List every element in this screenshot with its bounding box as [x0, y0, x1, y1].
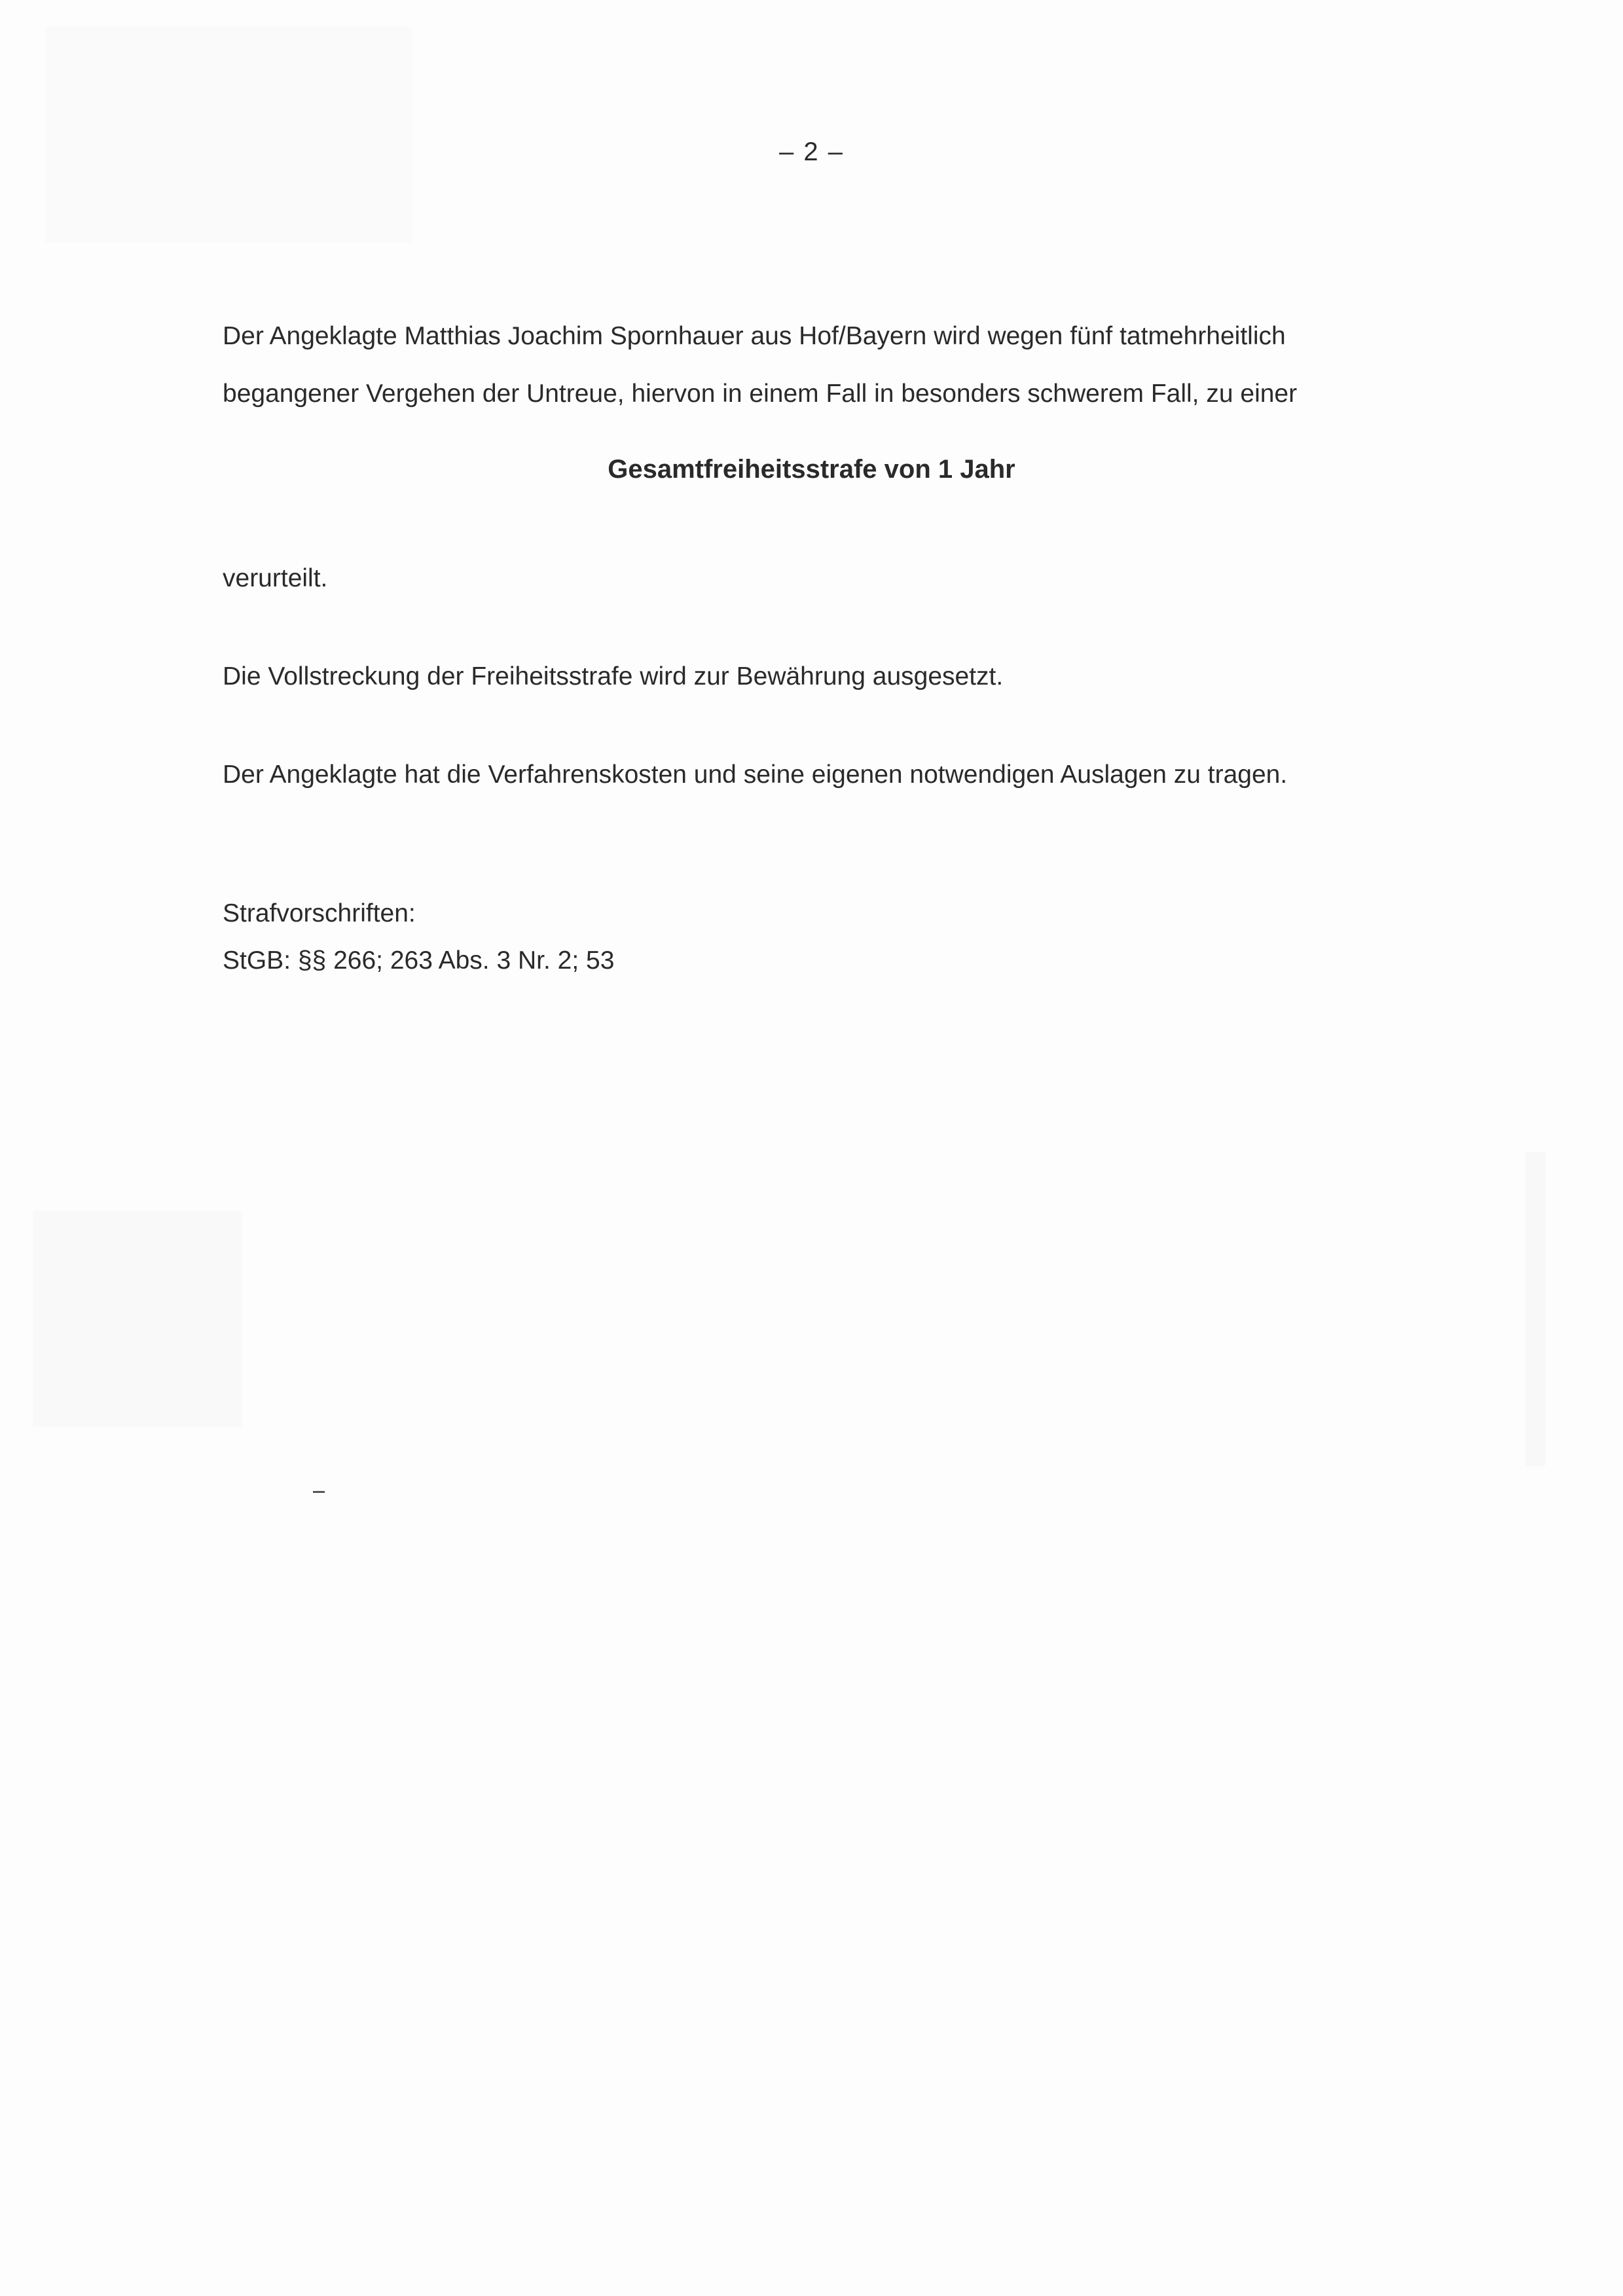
statutes-label: Strafvorschriften: — [223, 899, 416, 927]
verdict-intro-line-1: Der Angeklagte Matthias Joachim Spornhauer aus Hof/Bayern wird wegen fünf tatmehrheitlich — [223, 322, 1286, 350]
page-number: – 2 – — [779, 137, 844, 166]
scan-artifact — [1525, 1152, 1545, 1466]
verdict-intro — [223, 308, 1297, 423]
sentence-heading: Gesamtfreiheitsstrafe von 1 Jahr — [608, 455, 1015, 484]
costs-text: Der Angeklagte hat die Verfahrenskosten und seine eigenen notwendigen Auslagen zu tragen. — [223, 761, 1288, 789]
verdict-intro-line-2: begangener Vergehen der Untreue, hiervon in einem Fall in besonders schwerem Fall, zu einer — [223, 380, 1298, 408]
statutes-value: StGB: §§ 266; 263 Abs. 3 Nr. 2; 53 — [223, 946, 615, 975]
statutes-block — [223, 890, 614, 984]
dash-mark — [313, 1491, 325, 1493]
scan-artifact — [46, 26, 412, 242]
scan-artifact — [33, 1211, 242, 1427]
verurteilt-text: verurteilt. — [223, 564, 328, 592]
probation-text: Die Vollstreckung der Freiheitsstrafe wird zur Bewährung ausgesetzt. — [223, 662, 1004, 691]
